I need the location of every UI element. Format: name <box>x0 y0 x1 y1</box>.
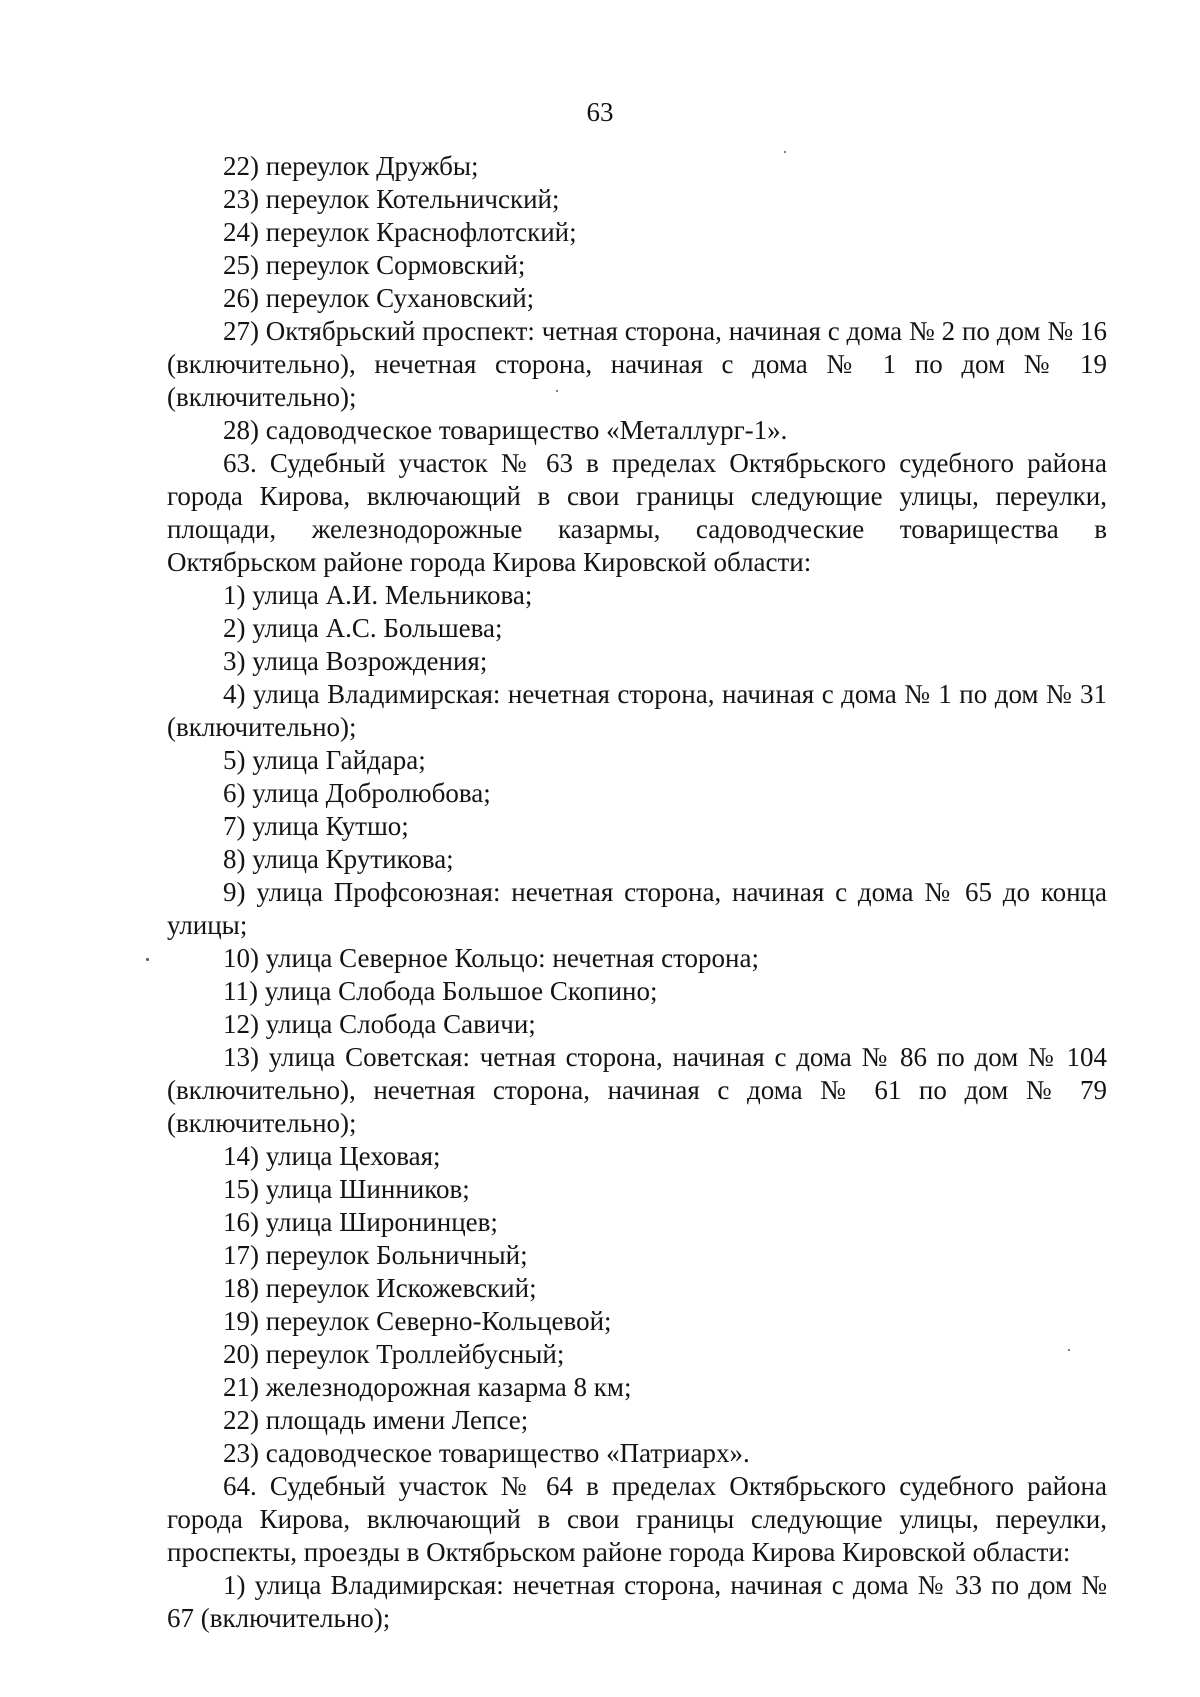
section-paragraph: 64. Судебный участок № 64 в пределах Октябрьского судебного района города Кирова, включающий в свои границы следующие улицы, переулки, проспекты, проезды в Октябрьском районе города Кирова Кировской области: <box>167 1471 1107 1567</box>
list-item: 16) улица Широнинцев; <box>223 1207 498 1237</box>
list-item: 9) улица Профсоюзная: нечетная сторона, начиная с дома № 65 до конца улицы; <box>167 877 1107 940</box>
list-item: 7) улица Кутшо; <box>223 811 409 841</box>
list-item: 27) Октябрьский проспект: четная сторона, начиная с дома № 2 по дом № 16 (включительно), нечетная сторона, начиная с дома № 1 по дом № 19 (включительно); <box>167 316 1107 412</box>
list-item: 1) улица Владимирская: нечетная сторона, начиная с дома № 33 по дом № 67 (включительно); <box>167 1570 1107 1633</box>
list-item: 15) улица Шинников; <box>223 1174 470 1204</box>
list-item: 6) улица Добролюбова; <box>223 778 491 808</box>
list-item: 18) переулок Искожевский; <box>223 1273 537 1303</box>
page-number: 63 <box>586 97 614 127</box>
list-item: 21) железнодорожная казарма 8 км; <box>223 1372 632 1402</box>
list-item: 24) переулок Краснофлотский; <box>223 217 577 247</box>
document-body <box>167 150 1107 1635</box>
list-item: 10) улица Северное Кольцо: нечетная сторона; <box>223 943 759 973</box>
list-item: 23) переулок Котельничский; <box>223 184 560 214</box>
list-item: 20) переулок Троллейбусный; <box>223 1339 565 1369</box>
list-item: 2) улица А.С. Большева; <box>223 613 503 643</box>
list-item: 28) садоводческое товарищество «Металлург-1». <box>223 415 788 445</box>
list-item: 14) улица Цеховая; <box>223 1141 441 1171</box>
list-item: 23) садоводческое товарищество «Патриарх». <box>223 1438 750 1468</box>
list-item: 22) площадь имени Лепсе; <box>223 1405 529 1435</box>
list-item: 22) переулок Дружбы; <box>223 151 479 181</box>
list-item: 3) улица Возрождения; <box>223 646 488 676</box>
list-item: 26) переулок Сухановский; <box>223 283 535 313</box>
list-item: 5) улица Гайдара; <box>223 745 426 775</box>
section-paragraph: 63. Судебный участок № 63 в пределах Октябрьского судебного района города Кирова, включающий в свои границы следующие улицы, переулки, площади, железнодорожные казармы, садоводческие товарищества в Октябрьском районе города Кирова Кировской области: <box>167 448 1107 577</box>
list-item: 4) улица Владимирская: нечетная сторона, начиная с дома № 1 по дом № 31 (включительно); <box>167 679 1107 742</box>
list-item: 13) улица Советская: четная сторона, начиная с дома № 86 по дом № 104 (включительно), нечетная сторона, начиная с дома № 61 по дом № 79 (включительно); <box>167 1042 1107 1138</box>
scan-speck <box>556 390 558 392</box>
list-item: 19) переулок Северно-Кольцевой; <box>223 1306 612 1336</box>
list-item: 11) улица Слобода Большое Скопино; <box>223 976 658 1006</box>
list-item: 1) улица А.И. Мельникова; <box>223 580 533 610</box>
list-item: 8) улица Крутикова; <box>223 844 454 874</box>
list-item: 12) улица Слобода Савичи; <box>223 1009 536 1039</box>
list-item: 25) переулок Сормовский; <box>223 250 526 280</box>
scan-speck <box>784 151 786 153</box>
scan-speck <box>146 958 149 961</box>
scan-speck <box>1068 1349 1070 1351</box>
list-item: 17) переулок Больничный; <box>223 1240 528 1270</box>
